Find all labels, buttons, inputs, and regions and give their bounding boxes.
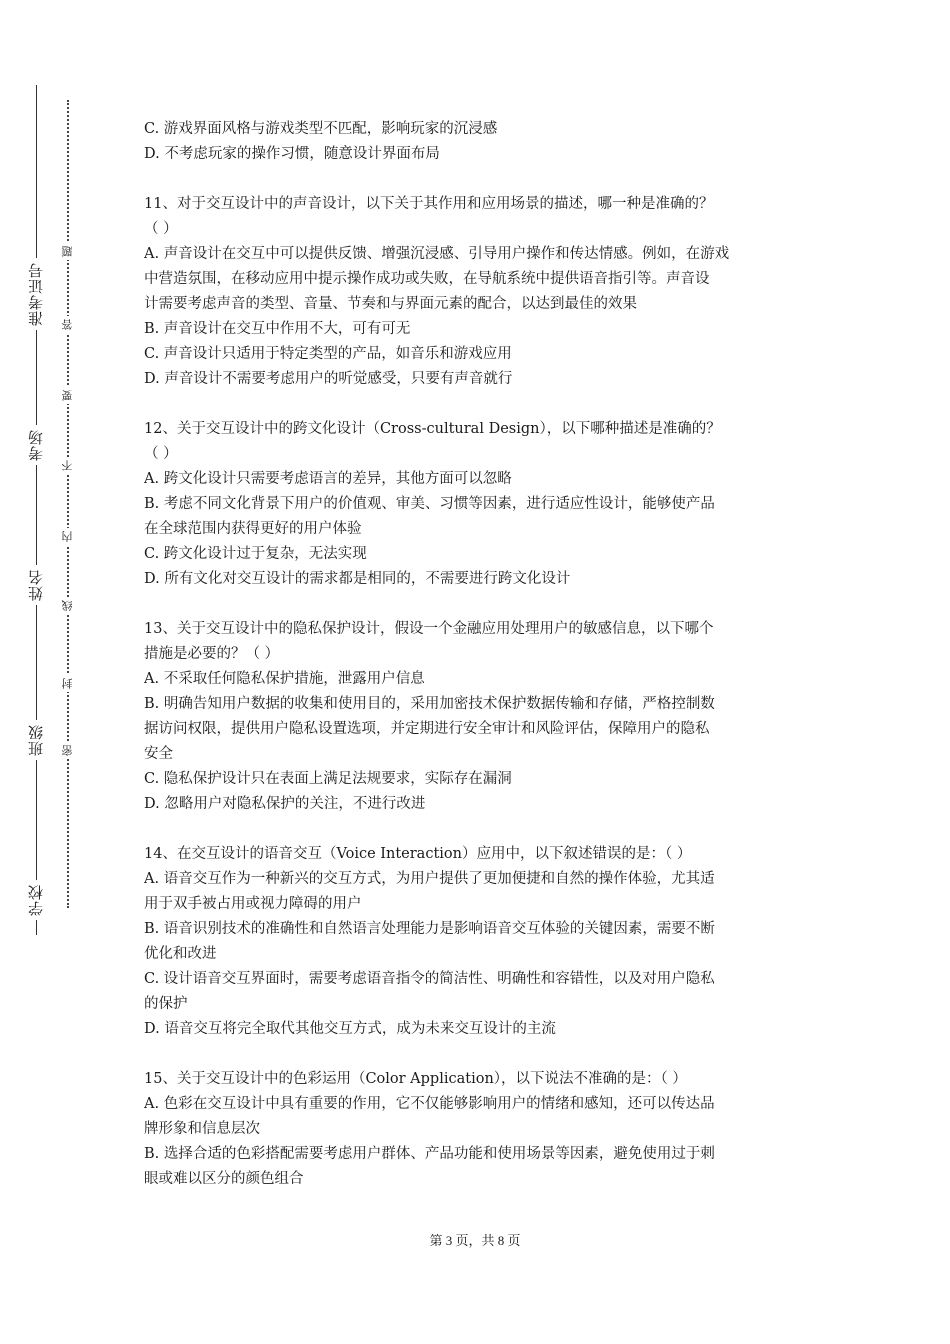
- option-b-cont: 据访问权限，提供用户隐私设置选项，并定期进行安全审计和风险评估，保障用户的隐私: [144, 721, 710, 737]
- option-b: B. 语音识别技术的准确性和自然语言处理能力是影响语音交互体验的关键因素，需要不断: [144, 921, 715, 937]
- option-c: C. 跨文化设计过于复杂，无法实现: [144, 546, 367, 562]
- question-10-tail: [144, 117, 814, 167]
- option-a: A. 色彩在交互设计中具有重要的作用，它不仅能够影响用户的情绪和感知，还可以传达品: [144, 1096, 715, 1112]
- binding-margin: [0, 0, 110, 1344]
- option-a-cont: 中营造氛围，在移动应用中提示操作成功或失败，在导航系统中提供语音指引等。声音设: [144, 271, 710, 287]
- page-footer: 第 3 页，共 8 页: [429, 1233, 521, 1248]
- option-c-cont: 的保护: [144, 996, 188, 1012]
- option-c: C. 声音设计只适用于特定类型的产品，如音乐和游戏应用: [144, 346, 512, 362]
- answer-bracket: （ ）: [144, 221, 178, 237]
- option-d: D. 语音交互将完全取代其他交互方式，成为未来交互设计的主流: [144, 1021, 556, 1037]
- option-a: A. 跨文化设计只需要考虑语言的差异，其他方面可以忽略: [144, 471, 512, 487]
- option-d: D. 所有文化对交互设计的需求都是相同的，不需要进行跨文化设计: [144, 571, 571, 587]
- question-stem: 15、关于交互设计中的色彩运用（Color Application），以下说法不准确的是：（ ）: [144, 1071, 687, 1087]
- option-c: C. 隐私保护设计只在表面上满足法规要求，实际存在漏洞: [144, 771, 512, 787]
- field-exam-room: 考场: [22, 425, 50, 465]
- option-d: D. 不考虑玩家的操作习惯，随意设计界面布局: [144, 146, 440, 162]
- question-11: [144, 192, 814, 392]
- option-c: C. 设计语音交互界面时，需要考虑语音指令的简洁性、明确性和容错性，以及对用户隐私: [144, 971, 715, 987]
- option-d: D. 忽略用户对隐私保护的关注，不进行改进: [144, 796, 426, 812]
- field-class: 班级: [22, 720, 50, 760]
- option-d: D. 声音设计不需要考虑用户的听觉感受，只要有声音就行: [144, 371, 513, 387]
- field-school: 学校: [22, 880, 50, 920]
- seal-char-feng: 封: [59, 675, 77, 692]
- option-b: B. 考虑不同文化背景下用户的价值观、审美、习惯等因素，进行适应性设计，能够使产品: [144, 496, 715, 512]
- question-12: [144, 417, 814, 592]
- binding-dotted-line: [67, 100, 69, 908]
- field-name: 姓名: [22, 565, 50, 605]
- question-15: [144, 1067, 814, 1192]
- question-14: [144, 842, 814, 1042]
- option-b: B. 选择合适的色彩搭配需要考虑用户群体、产品功能和使用场景等因素，避免使用过于刺: [144, 1146, 715, 1162]
- question-stem-cont: 措施是必要的？（ ）: [144, 646, 280, 662]
- seal-char-bu: 不: [59, 457, 77, 474]
- option-a: A. 语音交互作为一种新兴的交互方式，为用户提供了更加便捷和自然的操作体验，尤其适: [144, 871, 715, 887]
- option-b: B. 声音设计在交互中作用不大，可有可无: [144, 321, 411, 337]
- page-content: [144, 117, 814, 1192]
- seal-char-ti: 题: [59, 243, 77, 260]
- question-13: [144, 617, 814, 817]
- seal-char-mi: 密: [59, 742, 77, 759]
- option-c: C. 游戏界面风格与游戏类型不匹配，影响玩家的沉浸感: [144, 121, 498, 137]
- option-a-cont: 用于双手被占用或视力障碍的用户: [144, 896, 362, 912]
- option-b-cont: 在全球范围内获得更好的用户体验: [144, 521, 362, 537]
- option-b-cont: 安全: [144, 746, 173, 762]
- option-a: A. 声音设计在交互中可以提供反馈、增强沉浸感、引导用户操作和传达情感。例如，在游戏: [144, 246, 730, 262]
- option-a: A. 不采取任何隐私保护措施，泄露用户信息: [144, 671, 425, 687]
- seal-char-xian: 线: [59, 597, 77, 614]
- seal-char-yao: 要: [59, 387, 77, 404]
- option-b-cont: 眼或难以区分的颜色组合: [144, 1171, 304, 1187]
- field-exam-number: 准考证号: [22, 258, 50, 330]
- question-stem: 12、关于交互设计中的跨文化设计（Cross-cultural Design），以下哪种描述是准确的？: [144, 421, 721, 437]
- option-a-cont: 牌形象和信息层次: [144, 1121, 260, 1137]
- option-b-cont: 优化和改进: [144, 946, 217, 962]
- option-b: B. 明确告知用户数据的收集和使用目的，采用加密技术保护数据传输和存储，严格控制数: [144, 696, 715, 712]
- seal-char-nei: 内: [59, 528, 77, 545]
- question-stem: 11、对于交互设计中的声音设计，以下关于其作用和应用场景的描述，哪一种是准确的？: [144, 196, 714, 212]
- question-stem: 13、关于交互设计中的隐私保护设计，假设一个金融应用处理用户的敏感信息，以下哪个: [144, 621, 714, 637]
- option-a-cont: 计需要考虑声音的类型、音量、节奏和与界面元素的配合，以达到最佳的效果: [144, 296, 637, 312]
- binding-solid-line: [36, 85, 37, 935]
- seal-char-da: 答: [59, 316, 77, 333]
- question-stem: 14、在交互设计的语音交互（Voice Interaction）应用中，以下叙述错误的是：（ ）: [144, 846, 692, 862]
- answer-bracket: （ ）: [144, 446, 178, 462]
